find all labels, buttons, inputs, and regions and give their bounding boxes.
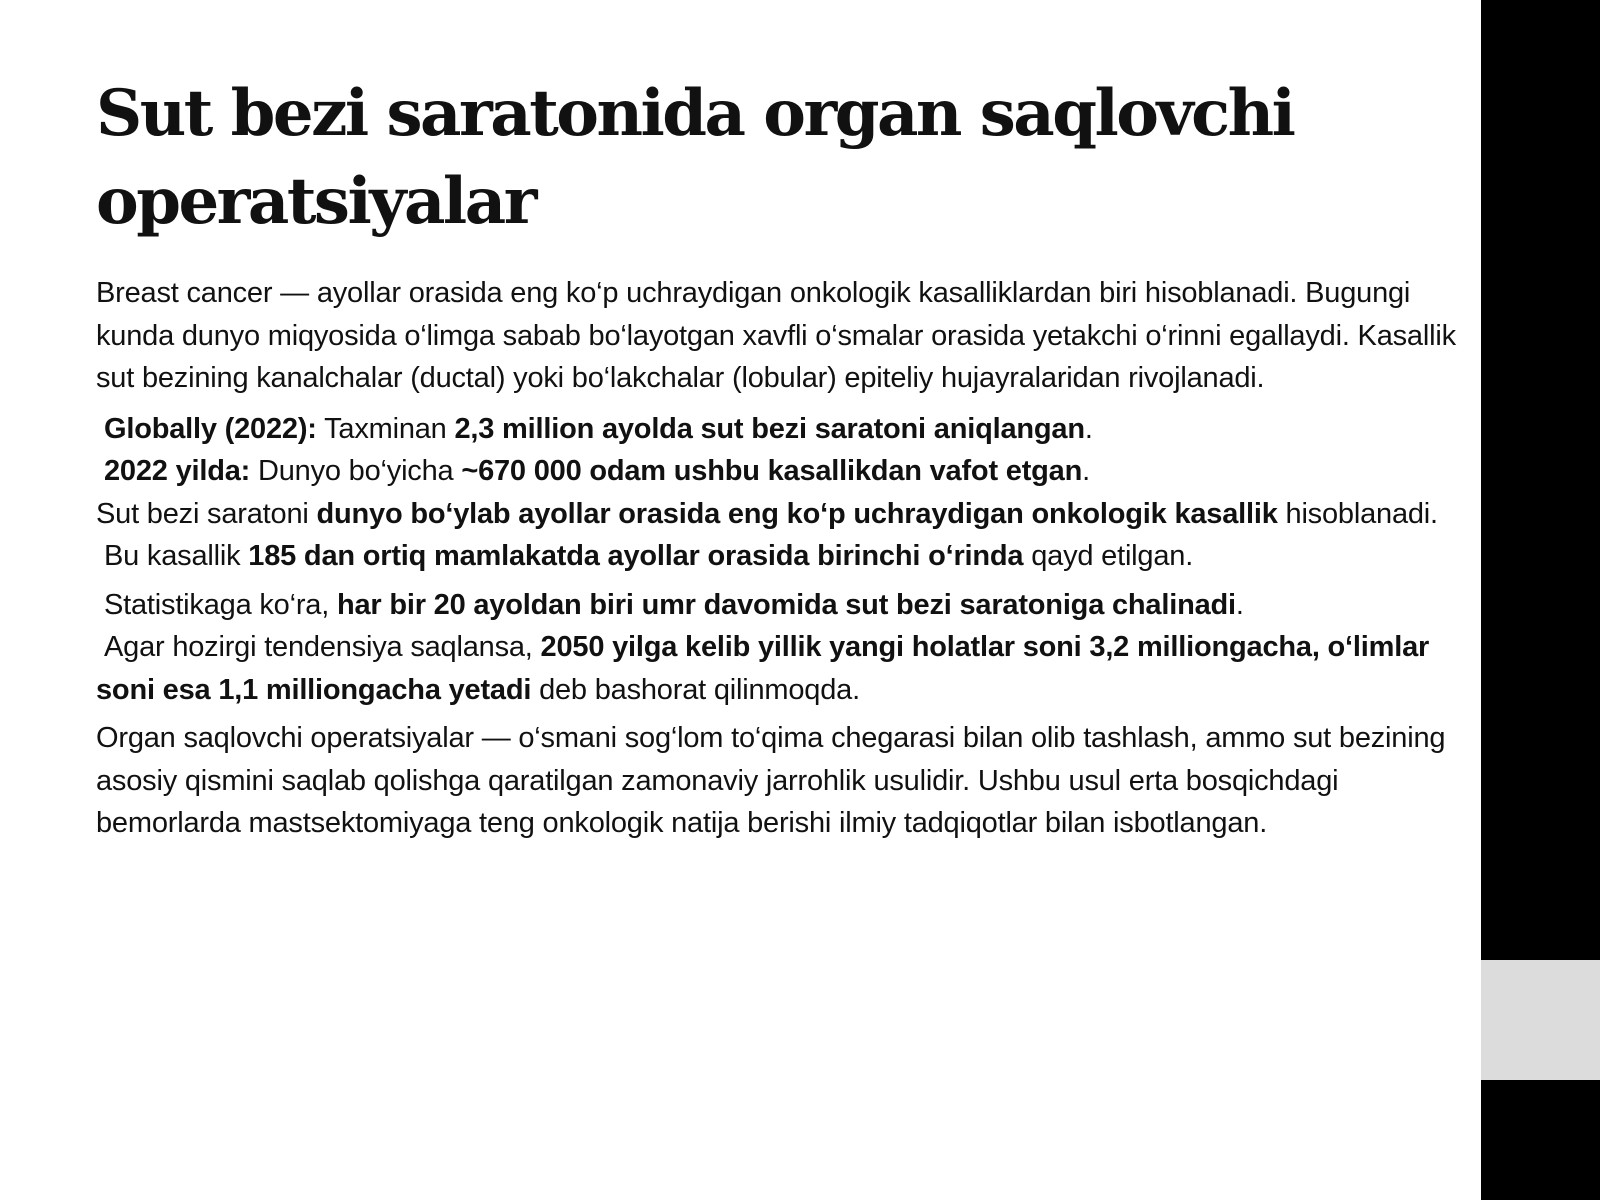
countries-text: Bu kasallik: [104, 540, 249, 572]
deaths-value: ~670 000 odam ushbu kasallikdan vafot etgan: [461, 455, 1083, 487]
deaths-end: .: [1082, 455, 1090, 487]
slide-body: [96, 272, 1466, 845]
global-end: .: [1084, 412, 1093, 445]
stats-statement: [96, 584, 1466, 627]
deaths-statistic: [96, 450, 1466, 493]
common-text: Sut bezi saratoni: [96, 497, 317, 530]
stats-text: Statistikaga ko‘ra,: [104, 588, 337, 621]
forecast-end: deb bashorat qilinmoqda.: [531, 673, 860, 706]
global-statistic: [96, 408, 1466, 451]
common-end: hisoblanadi.: [1277, 497, 1438, 530]
stats-end: .: [1235, 588, 1244, 621]
deaths-label: 2022 yilda:: [104, 455, 251, 487]
side-bar-bottom: [1481, 1080, 1600, 1200]
stats-value: har bir 20 ayoldan biri umr davomida sut bezi saratoniga chalinadi: [336, 588, 1236, 621]
deaths-text: Dunyo bo‘yicha: [250, 455, 462, 487]
common-value: dunyo bo‘ylab ayollar orasida eng ko‘p uchraydigan onkologik kasallik: [316, 497, 1278, 530]
countries-end: qayd etilgan.: [1023, 540, 1194, 572]
global-label: Globally (2022):: [104, 412, 317, 445]
countries-statement: [96, 535, 1466, 578]
intro-paragraph: Breast cancer — ayollar orasida eng ko‘p uchraydigan onkologik kasalliklardan biri hisoblanadi. Bugungi kunda dunyo miqyosida o‘limga sabab bo‘layotgan xavfli o‘smalar orasida yetakchi o‘rinni egallaydi. Kasallik sut bezining kanalchalar (ductal) yoki bo‘lakchalar (lobular) epiteliy hujayralaridan rivojlanadi.: [96, 277, 1456, 394]
common-statement: [96, 493, 1466, 536]
forecast-text: Agar hozirgi tendensiya saqlansa,: [104, 631, 541, 663]
side-bar-top: [1481, 0, 1600, 960]
global-text: Taxminan: [316, 412, 455, 445]
side-bar-middle: [1481, 960, 1600, 1080]
global-value: 2,3 million ayolda sut bezi saratoni aniqlangan: [454, 412, 1085, 445]
forecast-value: 2050 yilga kelib yillik yangi holatlar soni 3,2 milliongacha, o‘limlar soni esa 1,1 milliongacha yetadi: [96, 631, 1430, 706]
countries-value: 185 dan ortiq mamlakatda ayollar orasida birinchi o‘rinda: [248, 540, 1024, 572]
organ-preserving-paragraph: Organ saqlovchi operatsiyalar — o‘smani sog‘lom to‘qima chegarasi bilan olib tashlash, ammo sut bezining asosiy qismini saqlab qolishga qaratilgan zamonaviy jarrohlik usulidir. Ushbu usul erta bosqichdagi bemorlarda mastsektomiyaga teng onkologik natija berishi ilmiy tadqiqotlar bilan isbotlangan.: [96, 722, 1446, 839]
slide-title: Sut bezi saratonida organ saqlovchi operatsiyalar: [96, 76, 1294, 239]
forecast-statement: [96, 626, 1466, 711]
